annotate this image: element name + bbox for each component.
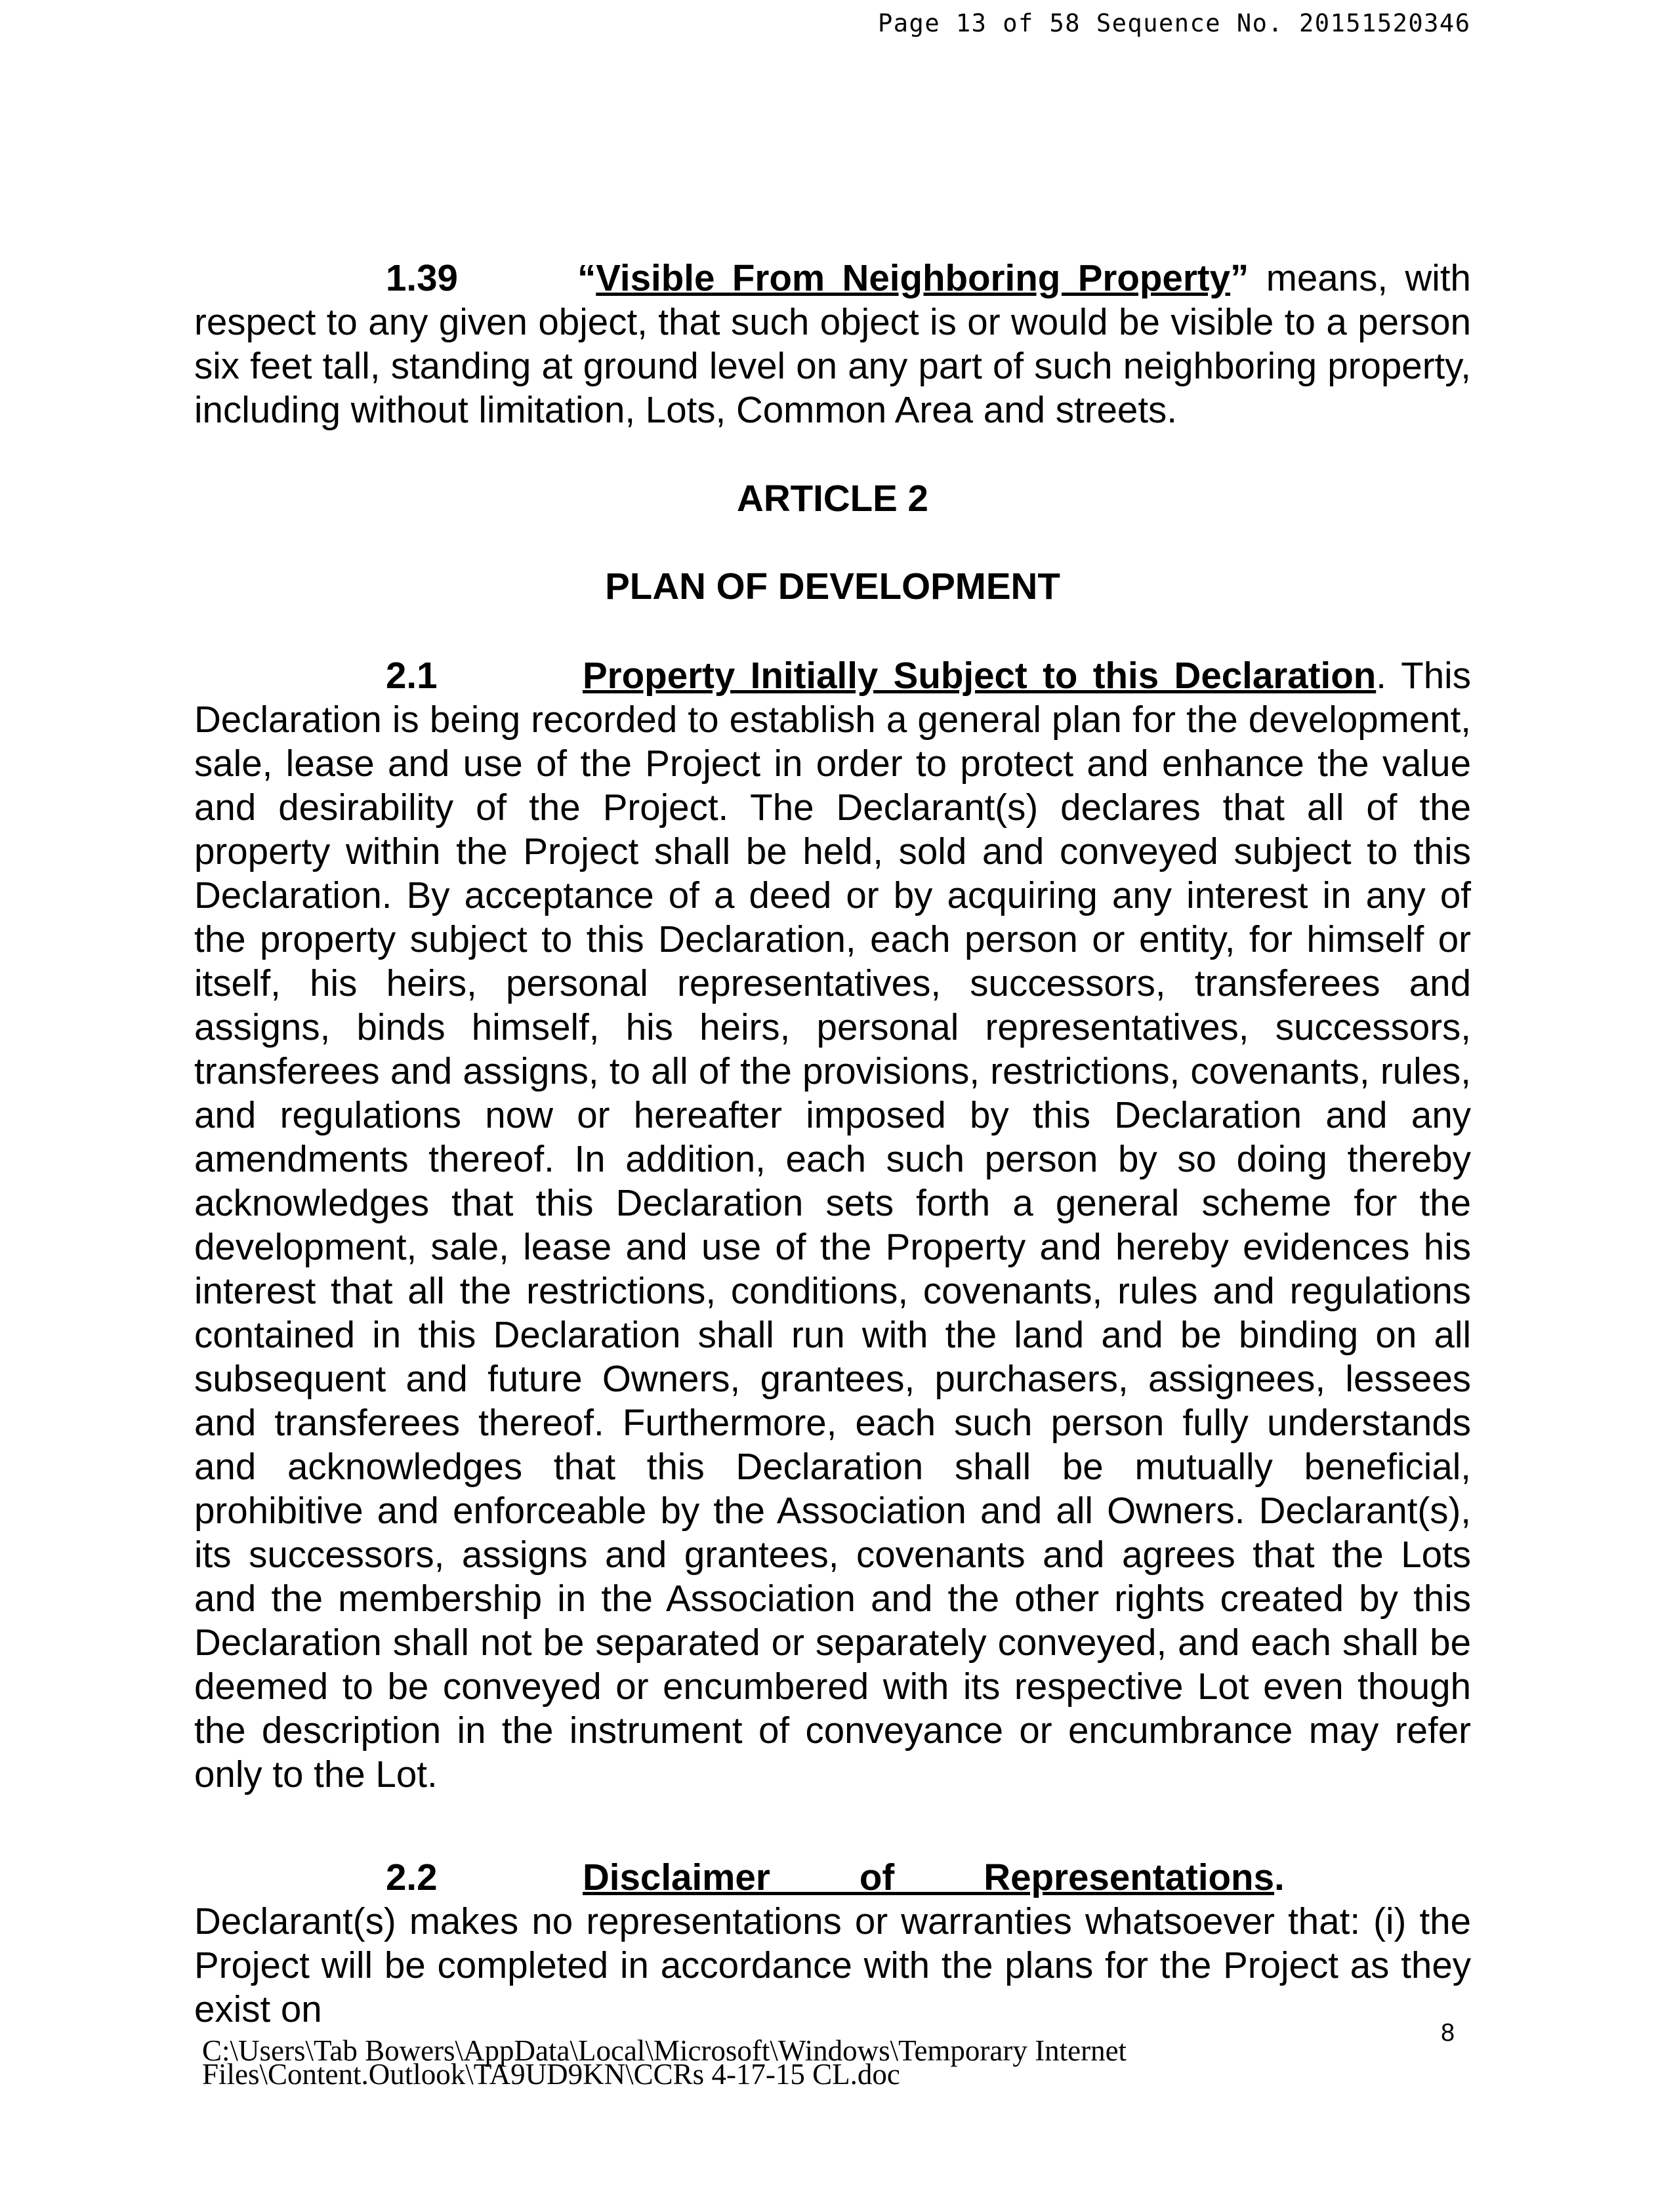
open-quote: “ bbox=[577, 257, 596, 298]
heading-period: . bbox=[1376, 655, 1386, 696]
article-title: PLAN OF DEVELOPMENT bbox=[605, 565, 1060, 607]
section-text: This Declaration is being recorded to establish a general plan for the development, sale, lease and use of the Project in order to protect and enhance the value and desirability of the Project. The Declarant(s) declares that all of the property within the Project shall be held, sold and conveyed subject to this Declaration. By acceptance of a deed or by acquiring any interest in any of the property subject to this Declaration, each person or entity, for himself or itself, his heirs, personal representatives, successors, transferees and assigns, binds himself, his heirs, personal representatives, successors, transferees and assigns, to all of the provisions, restrictions, covenants, rules, and regulations now or hereafter imposed by this Declaration and any amendments thereof. In addition, each such person by so doing thereby acknowledges that this Declaration sets forth a general scheme for the development, sale, lease and use of the Property and hereby evidences his interest that all the restrictions, conditions, covenants, rules and regulations contained in this Declaration shall run with the land and be binding on all subsequent and future Owners, grantees, purchasers, assignees, lessees and transferees thereof. Furthermore, each such person fully understands and acknowledges that this Declaration shall be mutually beneficial, prohibitive and enforceable by the Association and all Owners. Declarant(s), its successors, assigns and grantees, covenants and agrees that the Lots and the membership in the Association and the other rights created by this Declaration shall not be separated or separately conveyed, and each shall be deemed to be conveyed or encumbered with its respective Lot even though the description in the instrument of conveyance or encumbrance may refer only to the Lot. bbox=[194, 655, 1471, 1795]
section-heading: Property Initially Subject to this Declaration bbox=[583, 655, 1377, 696]
section-heading: Visible From Neighboring Property bbox=[596, 257, 1231, 298]
close-quote: ” bbox=[1230, 257, 1249, 298]
file-path-line: Files\Content.Outlook\TA9UD9KN\CCRs 4-17-15 CL.doc bbox=[202, 2058, 900, 2091]
article-label: ARTICLE 2 bbox=[737, 478, 928, 519]
heading-period: . bbox=[1274, 1856, 1285, 1898]
page-sequence-stamp: Page 13 of 58 Sequence No. 20151520346 bbox=[878, 9, 1471, 37]
file-path-line: C:\Users\Tab Bowers\AppData\Local\Microsoft\Windows\Temporary Internet bbox=[202, 2034, 1127, 2067]
file-path-footer bbox=[202, 2034, 1127, 2091]
section-number: 2.2 bbox=[386, 1856, 438, 1898]
section-number: 2.1 bbox=[386, 655, 438, 696]
section-2-1 bbox=[194, 653, 1471, 1796]
section-1-39 bbox=[194, 256, 1471, 432]
section-text: means, with respect to any given object, that such object is or would be visible to a person six feet tall, standing at ground level on any part of such neighboring property, including without limitation, Lots, Common Area and streets. bbox=[194, 257, 1471, 430]
page-number: 8 bbox=[1441, 2019, 1455, 2047]
section-2-2 bbox=[194, 1855, 1471, 2031]
section-heading: Disclaimer of Representations bbox=[583, 1856, 1274, 1898]
section-text: Declarant(s) makes no representations or warranties whatsoever that: (i) the Project will be completed in accordance with the plans for the Project as they exist on bbox=[194, 1900, 1471, 2030]
section-number: 1.39 bbox=[386, 257, 458, 298]
